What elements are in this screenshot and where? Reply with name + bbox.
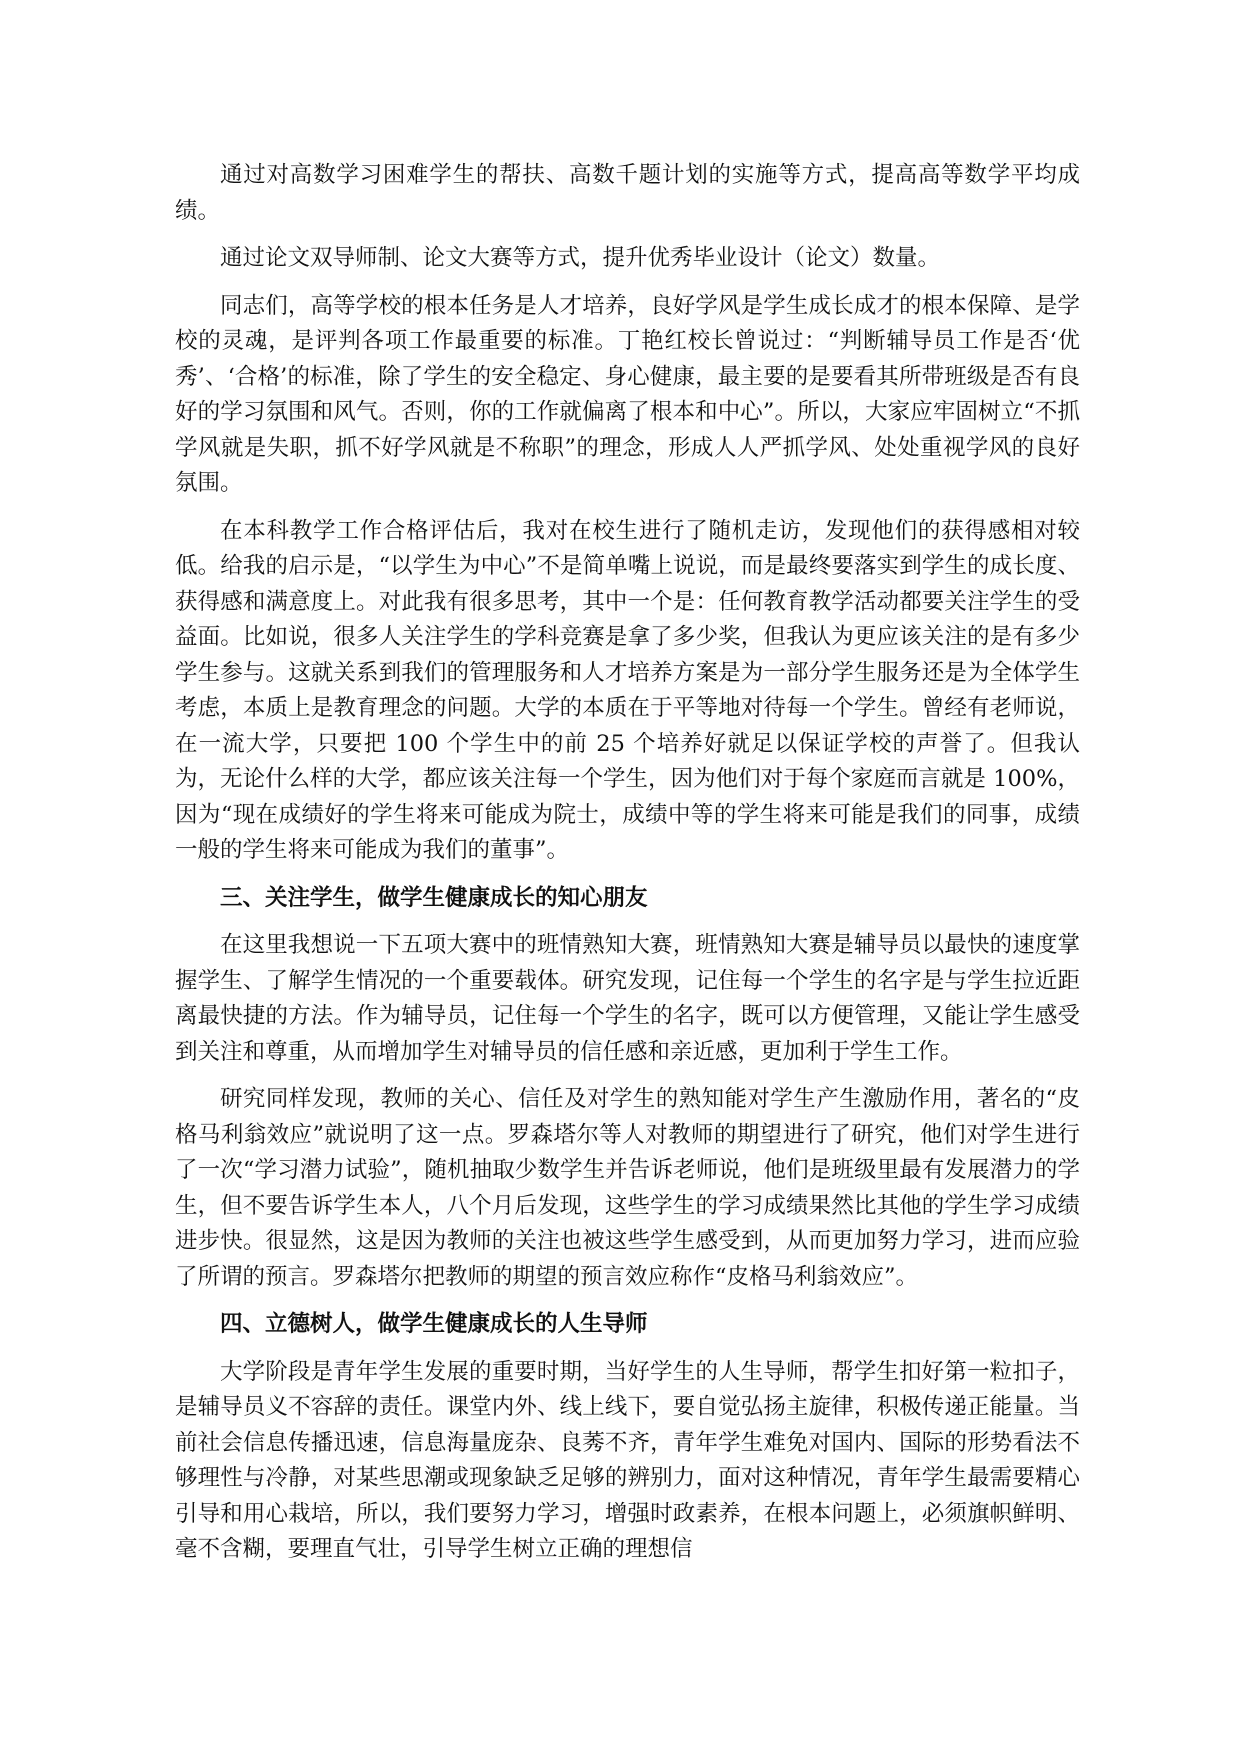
paragraph-pygmalion-effect: 研究同样发现，教师的关心、信任及对学生的熟知能对学生产生激励作用，著名的“皮格马利翁效应”就说明了这一点。罗森塔尔等人对教师的期望进行了研究，他们对学生进行了一次“学习潜力试验”，随机抽取少数学生并告诉老师说，他们是班级里最有发展潜力的学生，但不要告诉学生本人，八个月后发现，这些学生的学习成绩果然比其他的学生学习成绩进步快。很显然，这是因为教师的关注也被这些学生感受到，从而更加努力学习，进而应验了所谓的预言。罗森塔尔把教师的期望的预言效应称作“皮格马利翁效应”。 xyxy=(175,1086,1080,1290)
paragraph-student-centered: 在本科教学工作合格评估后，我对在校生进行了随机走访，发现他们的获得感相对较低。给我的启示是，“以学生为中心”不是简单嘴上说说，而是最终要落实到学生的成长度、获得感和满意度上。对此我有很多思考，其中一个是：任何教育教学活动都要关注学生的受益面。比如说，很多人关注学生的学科竞赛是拿了多少奖，但我认为更应该关注的是有多少学生参与。这就关系到我们的管理服务和人才培养方案是为一部分学生服务还是为全体学生考虑，本质上是教育理念的问题。大学的本质在于平等地对待每一个学生。曾经有老师说，在一流大学，只要把 100 个学生中的前 25 个培养好就足以保证学校的声誉了。但我认为，无论什么样的大学，都应该关注每一个学生，因为他们对于每个家庭而言就是 100%，因为“现在成绩好的学生将来可能成为院士，成绩中等的学生将来可能是我们的同事，成绩一般的学生将来可能成为我们的董事”。 xyxy=(175,517,1080,863)
paragraph-thesis-quality: 通过论文双导师制、论文大赛等方式，提升优秀毕业设计（论文）数量。 xyxy=(220,245,941,271)
paragraph-study-atmosphere: 同志们，高等学校的根本任务是人才培养，良好学风是学生成长成才的根本保障、是学校的灵魂，是评判各项工作最重要的标准。丁艳红校长曾说过：“判断辅导员工作是否‘优秀’、‘合格’的标准，除了学生的安全稳定、身心健康，最主要的是要看其所带班级是否有良好的学习氛围和风气。否则，你的工作就偏离了根本和中心”。所以，大家应牢固树立“不抓学风就是失职，抓不好学风就是不称职”的理念，形成人人严抓学风、处处重视学风的良好氛围。 xyxy=(175,292,1080,496)
paragraph-math-support: 通过对高数学习困难学生的帮扶、高数千题计划的实施等方式，提高高等数学平均成绩。 xyxy=(175,162,1080,224)
paragraph-life-mentor: 大学阶段是青年学生发展的重要时期，当好学生的人生导师，帮学生扣好第一粒扣子，是辅导员义不容辞的责任。课堂内外、线上线下，要自觉弘扬主旋律，积极传递正能量。当前社会信息传播迅速，信息海量庞杂、良莠不齐，青年学生难免对国内、国际的形势看法不够理性与冷静，对某些思潮或现象缺乏足够的辨别力，面对这种情况，青年学生最需要精心引导和用心栽培，所以，我们要努力学习，增强时政素养，在根本问题上，必须旗帜鲜明、毫不含糊，要理直气壮，引导学生树立正确的理想信 xyxy=(175,1358,1080,1562)
section-heading-moral-education: 四、立德树人，做学生健康成长的人生导师 xyxy=(220,1311,648,1337)
section-heading-care-for-students: 三、关注学生，做学生健康成长的知心朋友 xyxy=(220,884,648,911)
paragraph-class-knowledge-contest: 在这里我想说一下五项大赛中的班情熟知大赛，班情熟知大赛是辅导员以最快的速度掌握学生、了解学生情况的一个重要载体。研究发现，记住每一个学生的名字是与学生拉近距离最快捷的方法。作为辅导员，记住每一个学生的名字，既可以方便管理，又能让学生感受到关注和尊重，从而增加学生对辅导员的信任感和亲近感，更加利于学生工作。 xyxy=(175,932,1080,1065)
document-body xyxy=(175,158,1080,1568)
